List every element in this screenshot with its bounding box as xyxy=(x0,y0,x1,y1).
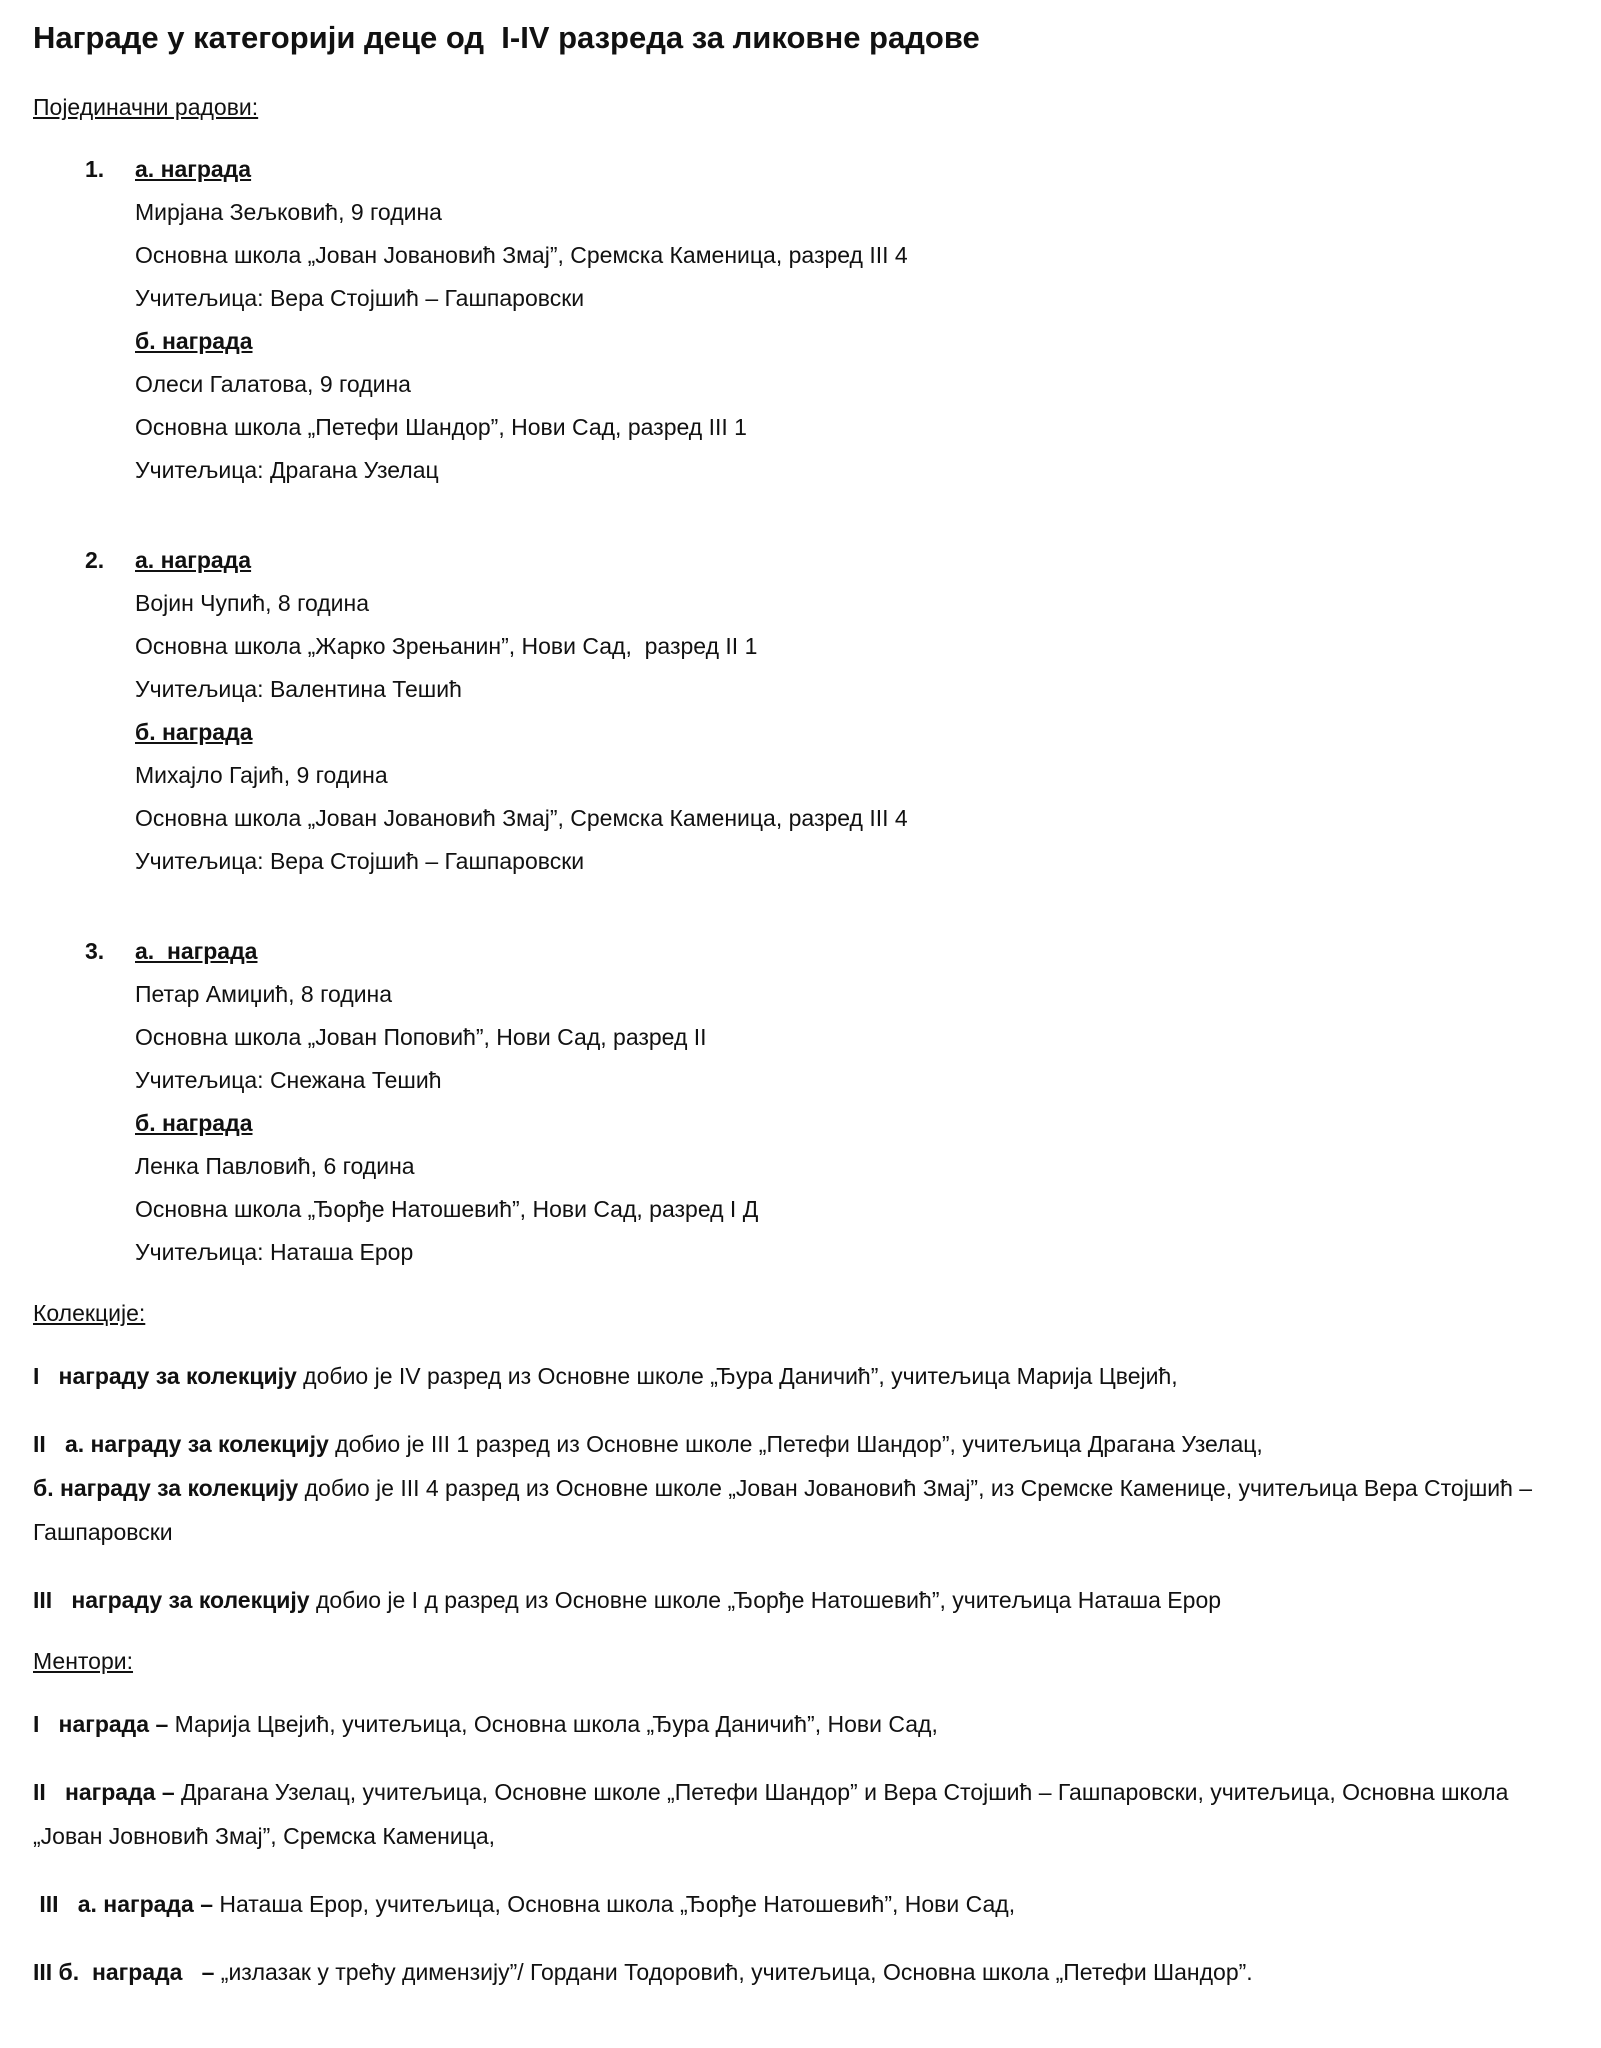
awardee-school-line: Основна школа „Јован Јовановић Змај”, Сремска Каменица, разред III 4 xyxy=(135,242,908,268)
awardee-teacher-line: Учитељица: Драгана Узелац xyxy=(135,457,439,483)
mentor-award-lead: I награда – xyxy=(33,1711,169,1737)
awardee-name-line: Мирјана Зељковић, 9 година xyxy=(135,199,442,225)
awardee-teacher-line: Учитељица: Вера Стојшић – Гашпаровски xyxy=(135,285,585,311)
award-item-1 xyxy=(85,148,1571,492)
awardee-school-line: Основна школа „Петефи Шандор”, Нови Сад, разред III 1 xyxy=(135,414,747,440)
mentor-award-text: „излазак у трећу димензију”/ Гордани Тодоровић, учитељица, Основна школа „Петефи Шандор”. xyxy=(214,1959,1253,1985)
individual-awards-list xyxy=(33,148,1571,1274)
mentor-award-entry-3 xyxy=(33,1882,1571,1926)
award-item-number: 1. xyxy=(85,156,105,182)
awardee-school-line: Основна школа „Јован Јовановић Змај”, Сремска Каменица, разред III 4 xyxy=(135,805,908,831)
awardee-name-line: Петар Амиџић, 8 година xyxy=(135,981,393,1007)
collection-award-lead: III награду за колекцију xyxy=(33,1587,310,1613)
awardee-school-line: Основна школа „Жарко Зрењанин”, Нови Сад, разред II 1 xyxy=(135,633,758,659)
award-a-label: а. награда xyxy=(135,938,258,964)
awardee-name-line: Ленка Павловић, 6 година xyxy=(135,1153,415,1179)
collection-award-lead: II а. награду за колекцију xyxy=(33,1431,329,1457)
awardee-teacher-line: Учитељица: Наташа Ерор xyxy=(135,1239,414,1265)
awardee-school-line: Основна школа „Јован Поповић”, Нови Сад, разред II xyxy=(135,1024,707,1050)
mentor-award-entry-4 xyxy=(33,1950,1571,1994)
award-item-number: 2. xyxy=(85,547,105,573)
mentor-award-text: Наташа Ерор, учитељица, Основна школа „Ђорђе Натошевић”, Нови Сад, xyxy=(212,1891,1016,1917)
awardee-teacher-line: Учитељица: Снежана Тешић xyxy=(135,1067,442,1093)
award-item-number: 3. xyxy=(85,938,105,964)
award-item-3 xyxy=(85,930,1571,1274)
award-b-label: б. награда xyxy=(135,1110,253,1136)
collection-award-lead: б. награду за колекцију xyxy=(33,1475,299,1501)
mentor-award-entry-1 xyxy=(33,1702,1571,1746)
collection-award-text: добио је IV разред из Основне школе „Ђура Даничић”, учитељица Марија Цвејић, xyxy=(296,1363,1178,1389)
section-heading-collections: Колекције: xyxy=(33,1300,146,1326)
award-b-label: б. награда xyxy=(135,328,253,354)
collection-award-lead: I награду за колекцију xyxy=(33,1363,297,1389)
mentor-award-lead: II награда – xyxy=(33,1779,175,1805)
awardee-name-line: Олеси Галатова, 9 година xyxy=(135,371,411,397)
section-heading-individual: Појединачни радови: xyxy=(33,94,259,120)
mentor-award-text: Марија Цвејић, учитељица, Основна школа „Ђура Даничић”, Нови Сад, xyxy=(168,1711,938,1737)
awardee-teacher-line: Учитељица: Валентина Тешић xyxy=(135,676,462,702)
award-item-2 xyxy=(85,539,1571,883)
collection-award-text: добио је III 4 разред из Основне школе „Јован Јовановић Змај”, из Сремске Каменице, учитељица Вера Стојшић – Гашпаровски xyxy=(33,1475,1539,1545)
collection-award-text: добио је III 1 разред из Основне школе „Петефи Шандор”, учитељица Драгана Узелац, xyxy=(328,1431,1263,1457)
award-a-label: а. награда xyxy=(135,156,252,182)
mentor-award-entry-2 xyxy=(33,1770,1571,1858)
award-item-body xyxy=(135,930,1571,1274)
awardee-teacher-line: Учитељица: Вера Стојшић – Гашпаровски xyxy=(135,848,585,874)
mentor-award-lead: III б. награда – xyxy=(33,1959,215,1985)
award-b-label: б. награда xyxy=(135,719,253,745)
award-a-label: а. награда xyxy=(135,547,252,573)
collection-award-entry-3 xyxy=(33,1578,1571,1622)
mentor-award-text: Драгана Узелац, учитељица, Основне школе „Петефи Шандор” и Вера Стојшић – Гашпаровски, учитељица, Основна школа „Јован Јовновић Змај”, Сремска Каменица, xyxy=(33,1779,1515,1849)
mentor-award-lead: III а. награда – xyxy=(33,1891,213,1917)
awardee-school-line: Основна школа „Ђорђе Натошевић”, Нови Сад, разред I Д xyxy=(135,1196,759,1222)
document-title: Награде у категорији деце од I-IV разреда за ликовне радове xyxy=(33,20,980,55)
collection-award-entry-1 xyxy=(33,1354,1571,1398)
collection-award-text: добио је I д разред из Основне школе „Ђорђе Натошевић”, учитељица Наташа Ерор xyxy=(309,1587,1222,1613)
award-item-body xyxy=(135,539,1571,883)
awardee-name-line: Михајло Гајић, 9 година xyxy=(135,762,388,788)
awardee-name-line: Војин Чупић, 8 година xyxy=(135,590,369,616)
award-item-body xyxy=(135,148,1571,492)
collection-award-entry-2 xyxy=(33,1422,1571,1554)
section-heading-mentors: Ментори: xyxy=(33,1648,134,1674)
